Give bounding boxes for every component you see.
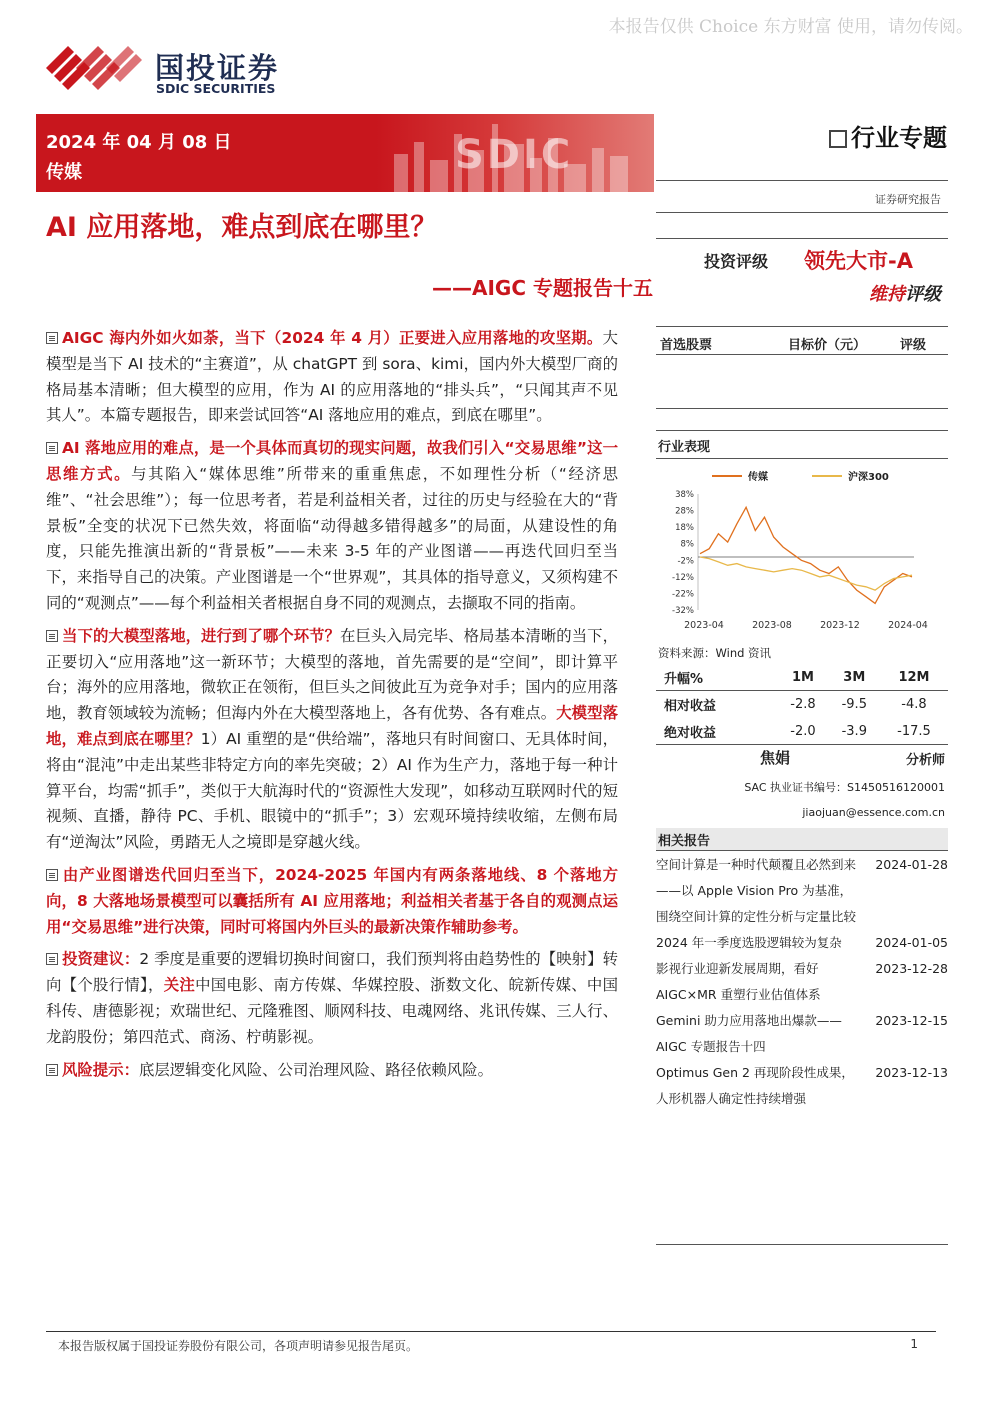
para-lead: 投资建议： xyxy=(62,950,140,969)
para-text: 2 季度是重要的逻辑切换时间窗口，我们预判将由趋势性的【映射】转向【个股行情】， xyxy=(46,950,618,995)
table-cell: -4.8 xyxy=(901,697,927,712)
legend-label: 传媒 xyxy=(748,472,768,483)
y-tick-label: -22% xyxy=(672,589,694,600)
rating-keep xyxy=(869,280,941,306)
report-date: 2024 年 04 月 08 日 xyxy=(46,132,232,153)
x-tick-label: 2024-04 xyxy=(888,620,928,631)
divider xyxy=(656,180,948,181)
related-report-title[interactable]: 影视行业迎新发展周期，看好 AIGC×MR 重塑行业估值体系 xyxy=(656,961,821,1002)
industry-perf-chart xyxy=(656,462,948,634)
picks-col-rating: 评级 xyxy=(900,338,927,353)
para-text: 与其陷入“媒体思维”所带来的重重焦虑，不如理性分析（“经济思维”、“社会思维”）；每一位思考者，若是利益相关者，过往的历史与经验在大的“背景板”全变的状况下已然失效，将面临“动得越多错得越多”的局面，从建设性的角度，只能先推演出新的“背景板”——未来 3-5 年的产业图谱——再迭代回归至当下，来指导自己的决策。产业图谱是一个“世界观”，其具体的指导意义，又须构建不同的“观测点”——每个利益相关者根据自身不同的观测点，去撷取不同的指南。 xyxy=(46,464,618,612)
para-text: 底层逻辑变化风险、公司治理风险、路径依赖风险。 xyxy=(138,1060,493,1079)
divider xyxy=(656,238,948,239)
table-row xyxy=(656,691,948,718)
divider xyxy=(656,744,948,745)
y-tick-label: -12% xyxy=(672,572,694,583)
series-line xyxy=(700,507,912,603)
data-source: 资料来源：Wind 资讯 xyxy=(658,646,772,660)
related-report-date: 2024-01-28 xyxy=(875,857,948,872)
para-text-2: 1）AI 重塑的是“供给端”，落地只有时间窗口、无具体时间，将由“混沌”中走出某些非特定方向的率先突破；2）AI 作为生产力，落地于每一种计算平台，均需“抓手”，类似于大航海时代的“资源性大发现”，如移动互联网时代的短视频、直播，静待 PC、手机、眼镜中的“抓手”；3）宏观环境持续收缩，左侧布局有“逆淘汰”风险，勇踏无人之境即是穿越火线。 xyxy=(46,729,618,852)
report-sector: 传媒 xyxy=(46,162,82,183)
y-tick-label: 38% xyxy=(675,490,694,500)
chart-icon xyxy=(829,130,847,148)
related-report-title[interactable]: Gemini 助力应用落地出爆款——AIGC 专题报告十四 xyxy=(656,1013,842,1054)
table-header-cell: 12M xyxy=(898,670,930,685)
para-lead-2: 大模型落地，难点到底在哪里？ xyxy=(46,704,618,748)
y-tick-label: -32% xyxy=(672,606,694,616)
table-row xyxy=(656,718,948,745)
bullet-icon xyxy=(46,332,58,344)
divider xyxy=(656,408,948,409)
report-type xyxy=(829,118,947,153)
para-text: 在巨头入局完毕、格局基本清晰的当下，正要切入“应用落地”这一新环节；大模型的落地，首先需要的是“空间”，即计算平台；海外的应用落地，微软正在领衔，但巨头之间彼此互为竞争对手；国内的应用落地，教育领域较为流畅；但海内外在大模型落地上，各有优势、各有难点。 xyxy=(46,626,618,723)
table-row xyxy=(656,664,948,691)
rating-label: 投资评级 xyxy=(704,252,769,271)
analyst-name: 焦娟 xyxy=(760,749,791,767)
bullet-icon xyxy=(46,1064,58,1076)
y-tick-label: -2% xyxy=(677,556,694,567)
table-cell: -2.0 xyxy=(790,724,816,739)
y-tick-label: 18% xyxy=(675,523,694,534)
divider xyxy=(656,212,948,213)
page-number: 1 xyxy=(910,1337,918,1351)
related-report-date: 2023-12-28 xyxy=(875,961,948,976)
list-item[interactable] xyxy=(656,956,948,1008)
rating-value: 领先大市-A xyxy=(804,249,913,273)
para-lead: 当下的大模型落地，进行到了哪个环节？ xyxy=(62,626,341,645)
analyst-sac: SAC 执业证书编号：S1450516120001 xyxy=(744,781,945,794)
para-text: 大模型是当下 AI 技术的“主赛道”，从 chatGPT 到 sora、kimi，国内外大模型厂商的格局基本清晰；但大模型的应用，作为 AI 的应用落地的“排头兵”，“只闻其声不见其人”。本篇专题报告，即来尝试回答“AI 落地应用的难点，到底在哪里”。 xyxy=(46,329,618,425)
para-lead: AI 落地应用的难点，是一个具体而真切的现实问题，故我们引入“交易思维”这一思维方式。 xyxy=(46,439,618,483)
analyst-email[interactable]: jiaojuan@essence.com.cn xyxy=(802,806,945,819)
table-header-cell: 升幅% xyxy=(664,672,704,687)
para-lead-2: 关注 xyxy=(163,976,196,995)
paragraph xyxy=(46,624,618,856)
y-tick-label: 8% xyxy=(680,539,694,550)
rating-keep-suffix: 评级 xyxy=(905,284,941,305)
divider xyxy=(656,458,948,459)
summary-body xyxy=(46,326,618,1090)
rating-keep-word: 维持 xyxy=(869,284,905,305)
bullet-icon xyxy=(46,953,58,965)
industry-perf-title: 行业表现 xyxy=(658,440,711,455)
divider xyxy=(656,430,948,431)
footer-disclaimer: 本报告版权属于国投证券股份有限公司，各项声明请参见报告尾页。 xyxy=(58,1339,419,1353)
list-item[interactable] xyxy=(656,930,948,956)
para-lead: 由产业图谱迭代回归至当下，2024-2025 年国内有两条落地线、8 个落地方向，8 大落地场景模型可以囊括所有 AI 应用落地；利益相关者基于各自的观测点运用“交易思维”进行决策，同时可将国内外巨头的最新决策作辅助参考。 xyxy=(46,865,618,936)
paragraph xyxy=(46,947,618,1050)
footer-divider xyxy=(46,1331,936,1332)
logo-text-en: SDIC SECURITIES xyxy=(156,81,276,96)
divider xyxy=(656,850,948,851)
x-tick-label: 2023-04 xyxy=(684,620,724,631)
bullet-icon xyxy=(46,869,58,881)
list-item[interactable] xyxy=(656,1008,948,1060)
report-title: AI 应用落地，难点到底在哪里？ xyxy=(46,212,438,243)
related-report-date: 2024-01-05 xyxy=(875,935,948,950)
divider xyxy=(656,1244,948,1245)
paragraph xyxy=(46,1058,618,1084)
related-report-title[interactable]: Optimus Gen 2 再现阶段性成果，人形机器人确定性持续增强 xyxy=(656,1065,854,1106)
x-tick-label: 2023-08 xyxy=(752,620,792,631)
table-cell: -3.9 xyxy=(841,724,867,739)
list-item[interactable] xyxy=(656,1060,948,1112)
para-lead: AIGC 海内外如火如荼，当下（2024 年 4 月）正要进入应用落地的攻坚期。 xyxy=(62,329,603,347)
divider xyxy=(656,354,948,355)
picks-col-target: 目标价（元） xyxy=(788,338,867,353)
x-tick-label: 2023-12 xyxy=(820,620,860,631)
performance-table xyxy=(656,664,948,745)
paragraph xyxy=(46,436,618,617)
legend-label: 沪深300 xyxy=(848,472,889,483)
bullet-icon xyxy=(46,630,58,642)
table-cell: 绝对收益 xyxy=(664,726,717,741)
table-cell: -17.5 xyxy=(897,724,931,739)
related-report-date: 2023-12-13 xyxy=(875,1065,948,1080)
report-type-label: 行业专题 xyxy=(851,124,947,152)
table-cell: -9.5 xyxy=(841,697,867,712)
related-report-title[interactable]: 空间计算是一种时代颠覆且必然到来 ——以 Apple Vision Pro 为基准，围绕空间计算的定性分析与定量比较 xyxy=(656,857,857,924)
paragraph xyxy=(46,326,618,429)
related-report-date: 2023-12-15 xyxy=(875,1013,948,1028)
para-text-2: 中国电影、南方传媒、华媒控股、浙数文化、皖新传媒、中国科传、唐德影视；欢瑞世纪、元隆雅图、顺网科技、电魂网络、兆讯传媒、三人行、龙韵股份；第四范式、商汤、柠萌影视。 xyxy=(46,976,618,1046)
table-header-cell: 1M xyxy=(792,670,814,685)
y-tick-label: 28% xyxy=(675,506,694,517)
analyst-role: 分析师 xyxy=(905,753,945,768)
related-title: 相关报告 xyxy=(658,834,711,849)
logo-text-cn: 国投证券 xyxy=(155,51,280,85)
banner-watermark-text: SDIC xyxy=(455,132,574,178)
divider xyxy=(656,326,948,327)
report-subtitle: ——AIGC 专题报告十五 xyxy=(432,276,653,300)
related-reports xyxy=(656,852,948,1112)
table-header-cell: 3M xyxy=(843,670,866,685)
sdic-logo-icon xyxy=(46,46,146,90)
table-cell: -2.8 xyxy=(790,697,816,712)
research-label: 证券研究报告 xyxy=(875,193,941,206)
paragraph xyxy=(46,863,618,940)
list-item[interactable] xyxy=(656,852,948,930)
related-report-title[interactable]: 2024 年一季度选股逻辑较为复杂 xyxy=(656,935,842,950)
picks-col-stock: 首选股票 xyxy=(660,338,713,353)
table-cell: 相对收益 xyxy=(664,699,717,714)
bullet-icon xyxy=(46,442,58,454)
para-lead: 风险提示： xyxy=(62,1060,139,1079)
watermark: 本报告仅供 Choice 东方财富 使用，请勿传阅。 xyxy=(608,17,973,37)
divider xyxy=(656,690,948,691)
